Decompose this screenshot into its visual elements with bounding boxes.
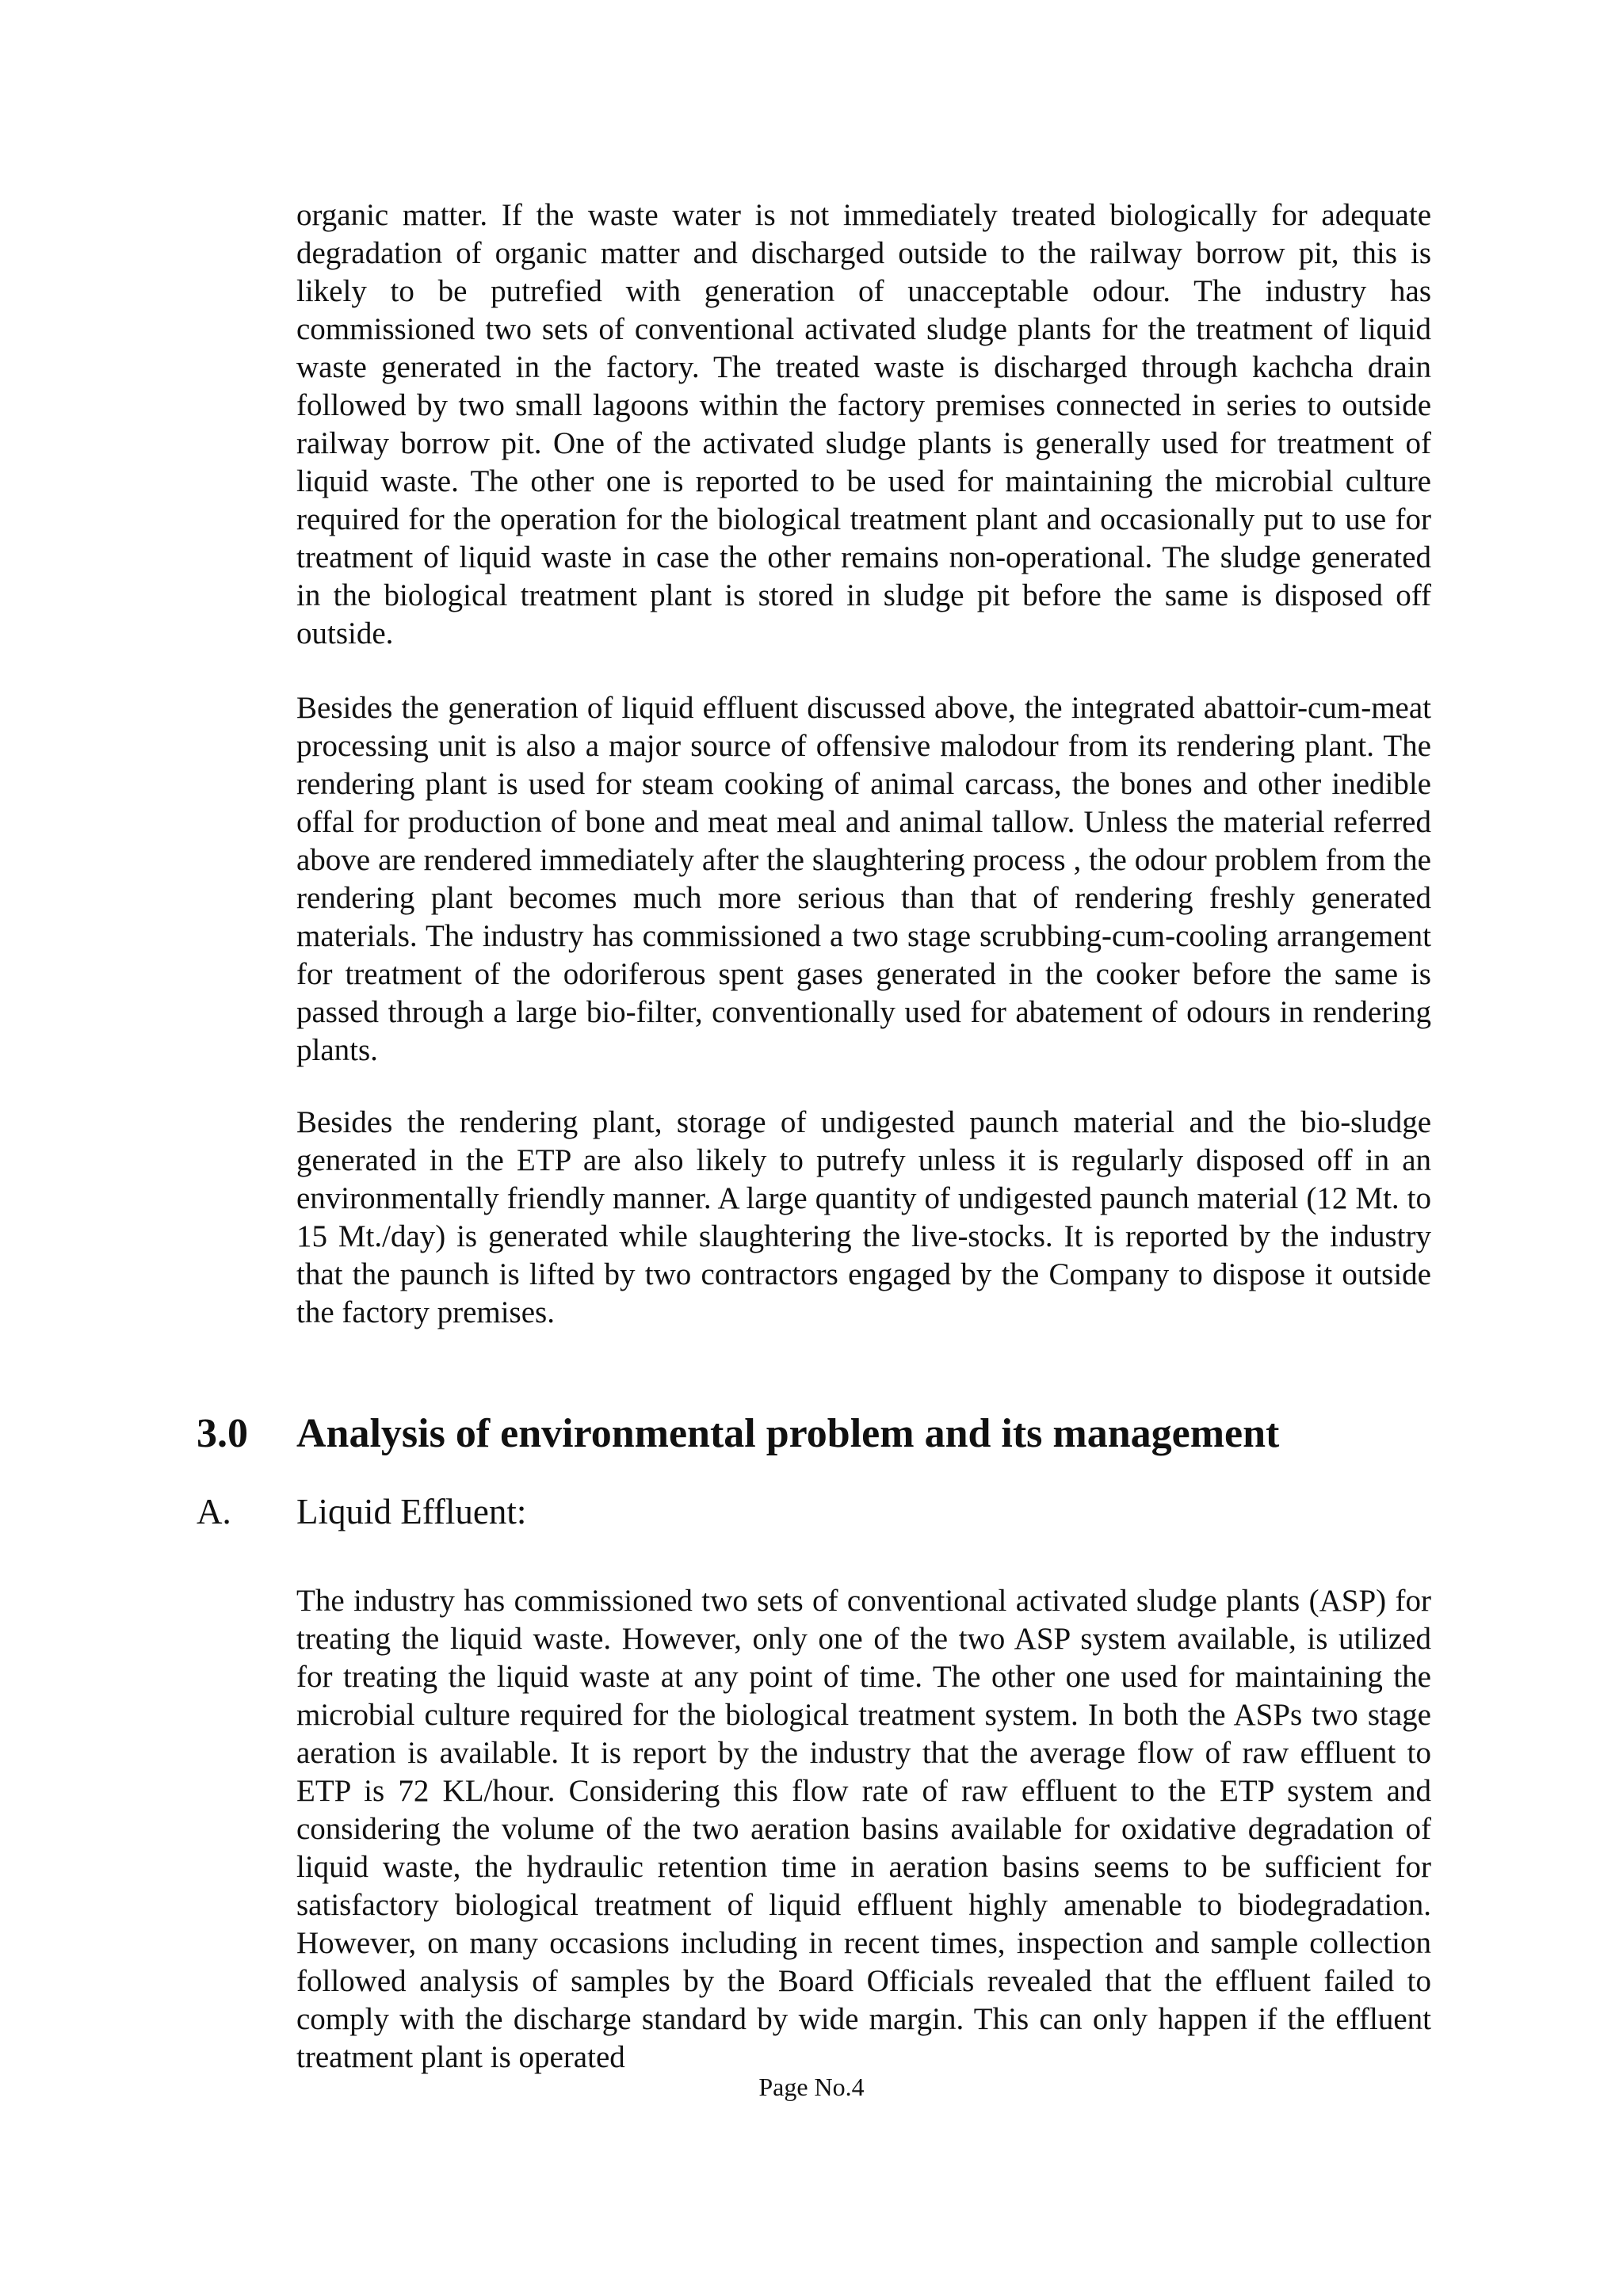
subsection-heading — [197, 1489, 1465, 1534]
paragraph-paunch-material: Besides the rendering plant, storage of undigested paunch material and the bio-sludge generated in the ETP are also likely to putrefy unless it is regularly disposed off in an environmentally friendly manner. A large quantity of undigested paunch material (12 Mt. to 15 Mt./day) is generated while slaughtering the live-stocks. It is reported by the industry that the paunch is lifted by two contractors engaged by the Company to dispose it outside the factory premises. — [296, 1105, 1431, 1329]
paragraph-liquid-effluent: The industry has commissioned two sets of conventional activated sludge plants (ASP) for treating the liquid waste. However, only one of the two ASP system available, is utilized for treating the liquid waste at any point of time. The other one used for maintaining the microbial culture required for the biological treatment system. In both the ASPs two stage aeration is available. It is report by the industry that the average flow of raw effluent to ETP is 72 KL/hour. Considering this flow rate of raw effluent to the ETP system and considering the volume of the two aeration basins available for oxidative degradation of liquid waste, the hydraulic retention time in aeration basins seems to be sufficient for satisfactory biological treatment of liquid effluent highly amenable to biodegradation. However, on many occasions including in recent times, inspection and sample collection followed analysis of samples by the Board Officials revealed that the effluent failed to comply with the discharge standard by wide margin. This can only happen if the effluent treatment plant is operated — [296, 1584, 1431, 2074]
subsection-number: A. — [197, 1492, 231, 1531]
section-heading — [197, 1409, 1465, 1459]
subsection-title: Liquid Effluent: — [296, 1492, 527, 1531]
paragraph-rendering-plant: Besides the generation of liquid effluent discussed above, the integrated abattoir-cum-meat processing unit is also a major source of offensive malodour from its rendering plant. The rendering plant is used for steam cooking of animal carcass, the bones and other inedible offal for production of bone and meat meal and animal tallow. Unless the material referred above are rendered immediately after the slaughtering process , the odour problem from the rendering plant becomes much more serious than that of rendering freshly generated materials. The industry has commissioned a two stage scrubbing-cum-cooling arrangement for treatment of the odoriferous spent gases generated in the cooker before the same is passed through a large bio-filter, conventionally used for abatement of odours in rendering plants. — [296, 691, 1431, 1067]
section-number: 3.0 — [197, 1411, 248, 1456]
paragraph-organic-matter: organic matter. If the waste water is not immediately treated biologically for adequate degradation of organic matter and discharged outside to the railway borrow pit, this is likely to be putrefied with generation of unacceptable odour. The industry has commissioned two sets of conventional activated sludge plants for the treatment of liquid waste generated in the factory. The treated waste is discharged through kachcha drain followed by two small lagoons within the factory premises connected in series to outside railway borrow pit. One of the activated sludge plants is generally used for treatment of liquid waste. The other one is reported to be used for maintaining the microbial culture required for the operation for the biological treatment plant and occasionally put to use for treatment of liquid waste in case the other remains non-operational. The sludge generated in the biological treatment plant is stored in sludge pit before the same is disposed off outside. — [296, 198, 1431, 650]
page-number: Page No.4 — [758, 2073, 865, 2101]
section-title: Analysis of environmental problem and its management — [296, 1411, 1280, 1456]
